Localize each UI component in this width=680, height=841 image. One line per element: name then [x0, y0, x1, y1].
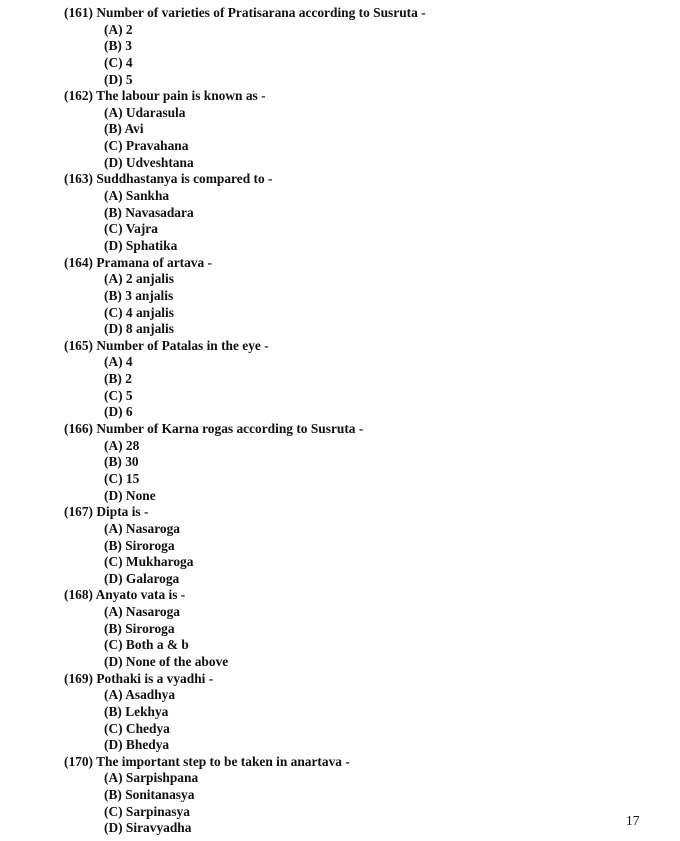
option-c: (C) 4 — [104, 54, 133, 70]
option-b: (B) Siroroga — [104, 537, 175, 553]
question-164 — [64, 255, 644, 338]
option-d: (D) Sphatika — [104, 237, 178, 253]
option-b: (B) 2 — [104, 371, 132, 387]
option-b: (B) 30 — [104, 454, 139, 470]
question-text: (161) Number of varieties of Pratisarana according to Susruta - — [64, 5, 426, 20]
option-a: (A) Asadhya — [104, 687, 176, 703]
question-text: (164) Pramana of artava - — [64, 254, 213, 270]
question-text: (170) The important step to be taken in anartava - — [64, 753, 350, 769]
question-169 — [64, 671, 644, 754]
question-text: (166) Number of Karna rogas according to Susruta - — [64, 421, 364, 437]
question-text: (163) Suddhastanya is compared to - — [64, 171, 273, 187]
option-c: (C) 5 — [104, 387, 133, 403]
option-d: (D) Galaroga — [104, 570, 180, 586]
question-162 — [64, 88, 644, 171]
option-a: (A) 28 — [104, 437, 140, 453]
question-165 — [64, 338, 644, 421]
question-text: (167) Dipta is - — [64, 504, 149, 520]
question-167 — [64, 504, 644, 587]
option-c: (C) Mukharoga — [104, 554, 194, 570]
option-b: (B) Sonitanasya — [104, 787, 195, 803]
option-a: (A) Nasaroga — [104, 604, 180, 620]
question-text: (165) Number of Patalas in the eye - — [64, 337, 269, 353]
option-d: (D) 6 — [104, 404, 133, 420]
option-d: (D) Siravyadha — [104, 820, 192, 836]
option-c: (C) Sarpinasya — [104, 803, 190, 819]
question-text: (169) Pothaki is a vyadhi - — [64, 670, 214, 686]
option-c: (C) Chedya — [104, 720, 170, 736]
option-d: (D) 5 — [104, 71, 133, 87]
option-c: (C) 4 anjalis — [104, 304, 174, 320]
option-a: (A) Nasaroga — [104, 520, 180, 536]
option-b: (B) Navasadara — [104, 204, 194, 220]
option-b: (B) Avi — [104, 121, 144, 137]
option-a: (A) Udarasula — [104, 104, 186, 120]
option-c: (C) Both a & b — [104, 637, 189, 653]
option-d: (D) 8 anjalis — [104, 321, 174, 337]
option-b: (B) Lekhya — [104, 703, 169, 719]
option-a: (A) 4 — [104, 354, 133, 370]
option-b: (B) Siroroga — [104, 620, 175, 636]
question-list — [64, 5, 644, 837]
option-a: (A) Sankha — [104, 188, 170, 204]
question-170 — [64, 754, 644, 837]
option-b: (B) 3 anjalis — [104, 287, 174, 303]
option-d: (D) Udveshtana — [104, 154, 194, 170]
option-d: (D) None of the above — [104, 653, 229, 669]
option-d: (D) Bhedya — [104, 737, 170, 753]
page-number: 17 — [626, 813, 640, 828]
option-c: (C) 15 — [104, 470, 140, 486]
question-text: (162) The labour pain is known as - — [64, 88, 266, 104]
option-a: (A) 2 anjalis — [104, 271, 174, 287]
option-b: (B) 3 — [104, 38, 132, 54]
option-d: (D) None — [104, 487, 156, 503]
question-166 — [64, 421, 644, 504]
question-text: (168) Anyato vata is - — [64, 587, 186, 603]
option-a: (A) Sarpishpana — [104, 770, 199, 786]
option-c: (C) Pravahana — [104, 138, 189, 154]
option-a: (A) 2 — [104, 21, 133, 37]
question-163 — [64, 171, 644, 254]
question-161 — [64, 5, 644, 88]
question-168 — [64, 587, 644, 670]
option-c: (C) Vajra — [104, 221, 158, 237]
